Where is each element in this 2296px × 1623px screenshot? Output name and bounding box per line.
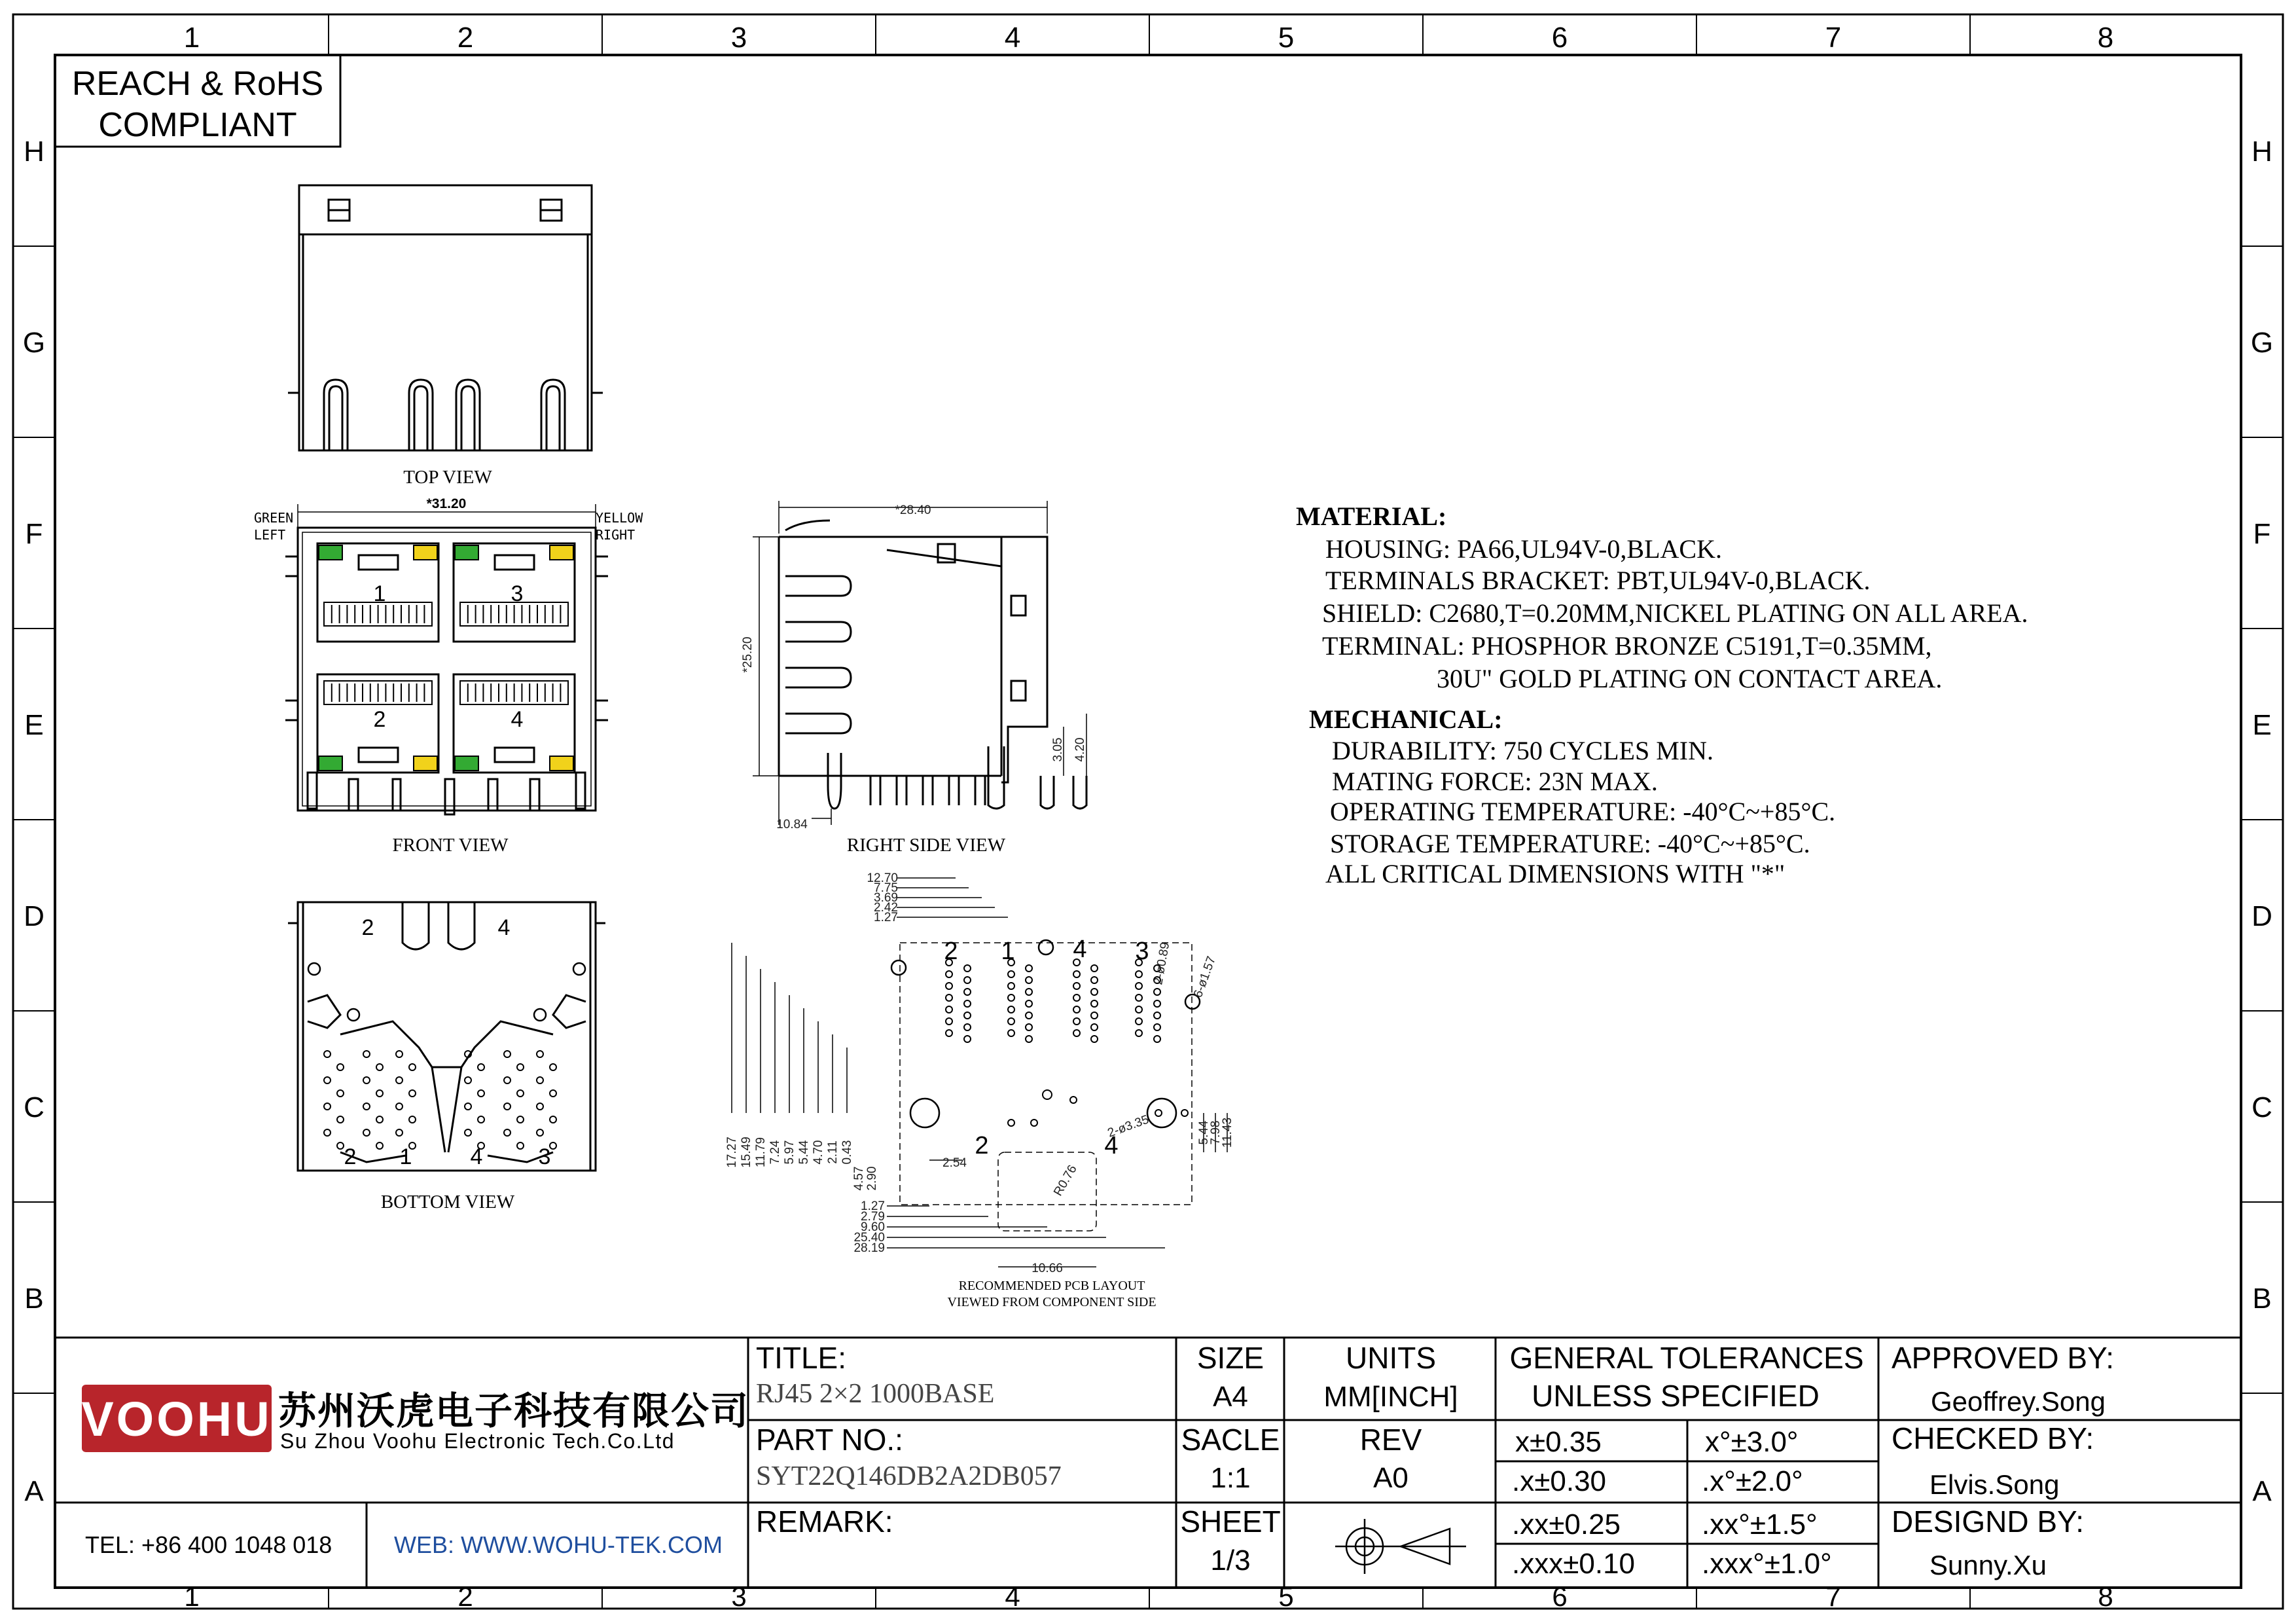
pcb-pin-hole (946, 994, 952, 1001)
bottom-pin-hole (363, 1103, 370, 1110)
bottom-pin-hole (504, 1103, 511, 1110)
row-letter: C (24, 1091, 45, 1123)
bottom-pin-hole (396, 1129, 403, 1136)
pcb-pin-hole (1073, 983, 1080, 989)
pcb-bottom-dim: 25.40 (853, 1231, 885, 1245)
pcb-pin-hole (964, 1036, 971, 1042)
pcb-pin-hole (1091, 1024, 1098, 1030)
pcb-pin-hole (1154, 1036, 1160, 1042)
pcb-pin-hole (1136, 994, 1142, 1001)
pcb-radius: R0.76 (1051, 1163, 1080, 1199)
column-number: 6 (1552, 1581, 1568, 1612)
pcb-pin-hole (964, 1024, 971, 1030)
pcb-pin-hole (1091, 1012, 1098, 1019)
bottom-pin-hole (409, 1064, 416, 1070)
column-number: 4 (1004, 22, 1021, 54)
bottom-pin-hole (337, 1064, 344, 1070)
yellow-label: YELLOW (596, 510, 643, 526)
mechanical-line-1: DURABILITY: 750 CYCLES MIN. (1332, 736, 1713, 765)
pcb-port-4-lower: 4 (1104, 1132, 1119, 1159)
pcb-pin-hole (1070, 1097, 1077, 1103)
pcb-port-2-lower: 2 (975, 1132, 989, 1159)
front-port-3: 3 (511, 581, 524, 606)
pcb-pin-hole (1155, 1110, 1162, 1116)
pcb-top-dim: 12.70 (867, 871, 898, 885)
checked-value: Elvis.Song (1929, 1469, 2060, 1500)
bottom-pin-hole (550, 1064, 556, 1070)
pcb-layout-label-1: RECOMMENDED PCB LAYOUT (958, 1279, 1145, 1293)
pcb-pin-hole (964, 965, 971, 972)
pcb-top-dim: 7.75 (874, 881, 898, 895)
bottom-pin-hole (324, 1103, 331, 1110)
led-yellow-4 (550, 756, 573, 771)
pcb-left-dim: 2.11 (826, 1140, 840, 1164)
left-label: LEFT (254, 527, 286, 543)
pcb-pin-hole (1026, 1012, 1032, 1019)
pcb-bottom-dim: 2.79 (861, 1210, 885, 1224)
title-value: RJ45 2×2 1000BASE (756, 1379, 995, 1409)
partno-label: PART NO.: (756, 1423, 903, 1457)
pcb-pin-hole (1073, 1018, 1080, 1025)
column-number: 2 (457, 22, 474, 54)
tol-linear-0: x±0.35 (1515, 1426, 1602, 1458)
pcb-pin-hole (964, 1012, 971, 1019)
led-yellow-3 (550, 545, 573, 560)
front-port-2: 2 (373, 707, 386, 732)
bottom-port-2: 2 (344, 1144, 357, 1169)
pcb-pin-hole (1154, 1024, 1160, 1030)
green-label: GREEN (254, 510, 294, 526)
bottom-pin-hole (396, 1103, 403, 1110)
bottom-pin-hole (396, 1051, 403, 1057)
row-letters-right (2251, 136, 2273, 1508)
pcb-left-dim: 11.79 (754, 1137, 768, 1168)
led-green-4 (455, 756, 478, 771)
bottom-pin-hole (504, 1077, 511, 1084)
tol-angle-1: .x°±2.0° (1702, 1465, 1803, 1497)
pcb-top-dim: 1.27 (874, 911, 898, 924)
projection-symbol (1335, 1519, 1466, 1574)
material-line-5: 30U" GOLD PLATING ON CONTACT AREA. (1437, 664, 1943, 693)
pcb-pin-hole (964, 989, 971, 995)
material-line-3: SHIELD: C2680,T=0.20MM,NICKEL PLATING ON ALL AREA. (1322, 598, 2028, 628)
pcb-left-dim: 5.44 (797, 1140, 811, 1165)
pcb-left-dim: 4.70 (812, 1140, 825, 1165)
pcb-pin-hole (1091, 1036, 1098, 1042)
bottom-pin-hole (409, 1116, 416, 1123)
scale-label: SACLE (1181, 1423, 1280, 1457)
pcb-pin-hole (1008, 971, 1014, 977)
bottom-pin-hole (376, 1064, 383, 1070)
pcb-bottom-dim: 1.27 (861, 1199, 885, 1213)
bottom-pin-hole (517, 1064, 524, 1070)
bottom-view-label: BOTTOM VIEW (380, 1192, 515, 1213)
pcb-pin-hole (1026, 1024, 1032, 1030)
pcb-pin-hole (1154, 1012, 1160, 1019)
size-label: SIZE (1196, 1341, 1265, 1375)
bottom-pin-hole (550, 1116, 556, 1123)
bottom-pin-hole (504, 1129, 511, 1136)
pcb-pin-hole (946, 971, 952, 977)
led-yellow-2 (414, 756, 437, 771)
pcb-top-dim: 3.69 (874, 891, 898, 905)
bottom-pin-hole (517, 1090, 524, 1097)
pcb-pin-hole (1008, 983, 1014, 989)
column-number: 5 (1278, 1581, 1294, 1612)
pcb-pin-hole (1154, 1000, 1160, 1007)
pcb-pin-hole (1136, 1018, 1142, 1025)
front-port-1: 1 (373, 581, 386, 606)
led-green-1 (319, 545, 342, 560)
bottom-port-2-top: 2 (361, 915, 374, 940)
column-number: 8 (2098, 1581, 2113, 1612)
pcb-pin-hole (946, 1006, 952, 1013)
column-number: 6 (1551, 22, 1568, 54)
pcb-pin-hole (1073, 994, 1080, 1001)
column-number: 7 (1825, 22, 1842, 54)
right-label: RIGHT (596, 527, 636, 543)
pcb-pin-hole (1091, 989, 1098, 995)
row-letter: H (2251, 136, 2272, 168)
design-label: DESIGND BY: (1892, 1504, 2084, 1539)
pcb-pin-hole (1073, 1030, 1080, 1036)
right-side-view-drawing (779, 520, 1086, 809)
tol-angle-0: x°±3.0° (1705, 1426, 1799, 1458)
pcb-pin-hole (1154, 989, 1160, 995)
compliance-box (55, 55, 340, 147)
bottom-pin-hole (550, 1142, 556, 1149)
row-letter: C (2251, 1091, 2272, 1123)
pcb-pin-hole (1026, 977, 1032, 983)
pcb-bottom-dim: 9.60 (861, 1220, 885, 1234)
row-letters-left (23, 136, 45, 1508)
pcb-port-4: 4 (1073, 936, 1087, 963)
bottom-mount-hole (534, 1009, 546, 1021)
material-line-4: TERMINAL: PHOSPHOR BRONZE C5191,T=0.35MM, (1322, 631, 1932, 661)
front-port-4: 4 (511, 707, 524, 732)
row-letter: F (25, 518, 43, 550)
pcb-pin-hole (1091, 965, 1098, 972)
column-number: 1 (184, 1581, 200, 1612)
bottom-pin-hole (537, 1103, 543, 1110)
column-number: 7 (1825, 1581, 1841, 1612)
bottom-pin-hole (337, 1142, 344, 1149)
material-line-2: TERMINALS BRACKET: PBT,UL94V-0,BLACK. (1325, 566, 1871, 595)
tol-linear-2: .xx±0.25 (1512, 1508, 1621, 1541)
front-view-drawing (285, 528, 608, 814)
right-side-view-label: RIGHT SIDE VIEW (846, 835, 1006, 856)
approved-value: Geoffrey.Song (1931, 1386, 2106, 1417)
partno-value: SYT22Q146DB2A2DB057 (756, 1461, 1062, 1491)
company-logo (81, 1385, 272, 1452)
led-green-3 (455, 545, 478, 560)
pcb-pin-hole (946, 983, 952, 989)
pcb-pin-hole (1026, 1000, 1032, 1007)
side-dim-305: 3.05 (1051, 737, 1065, 762)
pcb-width-1066: 10.66 (1031, 1262, 1063, 1275)
sheet-label: SHEET (1180, 1504, 1281, 1539)
pcb-left-dim: 5.97 (783, 1140, 797, 1165)
bottom-port-4: 4 (470, 1144, 483, 1169)
row-letter: H (24, 136, 45, 168)
bottom-port-3: 3 (538, 1144, 551, 1169)
pcb-left-small-dim: 4.57 (852, 1166, 866, 1191)
tol-linear-1: .x±0.30 (1512, 1465, 1607, 1497)
bottom-pin-hole (517, 1116, 524, 1123)
company-web[interactable]: WEB: WWW.WOHU-TEK.COM (394, 1531, 723, 1558)
pcb-left-dim: 0.43 (840, 1140, 854, 1165)
mechanical-heading: MECHANICAL: (1309, 704, 1503, 734)
title-block-grid (55, 1338, 2241, 1588)
pcb-dimension-labels (725, 871, 1234, 1255)
mechanical-line-3: OPERATING TEMPERATURE: -40°C~+85°C. (1330, 797, 1836, 826)
design-value: Sunny.Xu (1929, 1550, 2047, 1580)
row-letter: E (24, 709, 44, 741)
pcb-bottom-dim: 28.19 (853, 1241, 885, 1255)
column-number: 1 (183, 22, 200, 54)
side-dim-1084: 10.84 (776, 818, 808, 831)
bottom-pin-hole (396, 1077, 403, 1084)
side-dim-420: 4.20 (1073, 737, 1087, 762)
front-view-label: FRONT VIEW (392, 835, 509, 856)
company-tel: TEL: +86 400 1048 018 (85, 1531, 332, 1558)
bottom-pin-hole (478, 1116, 484, 1123)
row-letter: A (2252, 1475, 2272, 1508)
row-letter: A (24, 1475, 44, 1508)
column-number: 3 (731, 1581, 747, 1612)
bottom-pin-hole (465, 1129, 471, 1136)
led-yellow-1 (414, 545, 437, 560)
top-view-drawing (288, 185, 603, 450)
bottom-pin-hole (478, 1090, 484, 1097)
approved-label: APPROVED BY: (1892, 1341, 2115, 1375)
bottom-view-pins (308, 963, 585, 1149)
column-number: 5 (1278, 22, 1295, 54)
side-height-dim: *25.20 (741, 636, 755, 673)
column-number: 4 (1005, 1581, 1020, 1612)
bottom-pin-hole (337, 1116, 344, 1123)
bottom-pin-hole (537, 1077, 543, 1084)
pcb-pin-hole (946, 1030, 952, 1036)
bottom-mount-hole (573, 963, 585, 975)
bottom-mount-hole (308, 963, 320, 975)
mechanical-line-5: ALL CRITICAL DIMENSIONS WITH "*" (1325, 859, 1785, 888)
pcb-width-254: 2.54 (942, 1156, 967, 1170)
pcb-pin-hole (1136, 971, 1142, 977)
pcb-pin-hole (946, 1018, 952, 1025)
row-letter: B (2252, 1283, 2272, 1315)
bottom-pin-hole (537, 1129, 543, 1136)
pcb-layout-label-2: VIEWED FROM COMPONENT SIDE (947, 1295, 1157, 1309)
compliance-line2: COMPLIANT (98, 106, 297, 144)
column-number: 2 (457, 1581, 473, 1612)
size-value: A4 (1213, 1381, 1248, 1413)
bottom-mount-hole (348, 1009, 359, 1021)
remark-label: REMARK: (756, 1504, 893, 1539)
pcb-layout-outline (732, 878, 1227, 1267)
front-width-dim: *31.20 (426, 496, 467, 511)
bottom-port-4-top: 4 (497, 915, 511, 940)
scale-value: 1:1 (1210, 1462, 1251, 1494)
row-letter: F (2253, 518, 2271, 550)
bottom-pin-hole (324, 1129, 331, 1136)
pcb-pin-hole (1026, 965, 1032, 972)
pcb-port-1: 1 (1001, 938, 1015, 965)
bottom-port-1: 1 (399, 1144, 412, 1169)
pcb-left-dim: 7.24 (768, 1140, 782, 1165)
company-name-cn: 苏州沃虎电子科技有限公司 (278, 1390, 750, 1432)
pcb-pin-hole (1026, 1036, 1032, 1042)
pcb-left-small-dim: 2.90 (865, 1166, 879, 1191)
row-letter: G (22, 327, 46, 359)
pcb-pin-hole (1073, 1006, 1080, 1013)
pcb-pin-hole (1181, 1110, 1188, 1116)
checked-label: CHECKED BY: (1892, 1421, 2094, 1455)
mechanical-line-2: MATING FORCE: 23N MAX. (1332, 767, 1658, 796)
pcb-pin-hole (1091, 1000, 1098, 1007)
pcb-pin-hole (1073, 971, 1080, 977)
pcb-pin-hole (964, 977, 971, 983)
bottom-pin-hole (465, 1077, 471, 1084)
bottom-pin-hole (324, 1051, 331, 1057)
bottom-pin-hole (363, 1051, 370, 1057)
column-number: 8 (2097, 22, 2114, 54)
bottom-pin-hole (465, 1103, 471, 1110)
pcb-pin-hole (964, 1000, 971, 1007)
pcb-pin-hole (1008, 1006, 1014, 1013)
material-heading: MATERIAL: (1296, 501, 1447, 531)
bottom-pin-hole (324, 1077, 331, 1084)
bottom-pin-hole (409, 1090, 416, 1097)
title-label: TITLE: (756, 1341, 847, 1375)
sheet-value: 1/3 (1210, 1544, 1251, 1577)
bottom-pin-hole (517, 1142, 524, 1149)
column-number: 3 (730, 22, 747, 54)
pcb-pin-hole (1008, 994, 1014, 1001)
pcb-pin-hole (1136, 1030, 1142, 1036)
bottom-pin-hole (363, 1129, 370, 1136)
rev-label: REV (1359, 1423, 1422, 1457)
bottom-pin-hole (376, 1090, 383, 1097)
tol-angle-3: .xxx°±1.0° (1702, 1548, 1832, 1580)
pcb-right-dim: 7.98 (1209, 1120, 1223, 1145)
bottom-pin-hole (363, 1077, 370, 1084)
bottom-pin-hole (478, 1064, 484, 1070)
tol-linear-3: .xxx±0.10 (1512, 1548, 1636, 1580)
bottom-pin-hole (337, 1090, 344, 1097)
pcb-left-dim: 15.49 (740, 1137, 753, 1168)
pcb-right-dim: 11.43 (1221, 1117, 1234, 1148)
pcb-hole-a: 2-ø3.35 (1105, 1112, 1151, 1140)
front-view-leds (319, 545, 573, 771)
compliance-line1: REACH & RoHS (71, 65, 324, 103)
tolerance-heading-1: GENERAL TOLERANCES (1509, 1341, 1864, 1375)
row-letter: D (2251, 900, 2272, 932)
units-label: UNITS (1346, 1341, 1436, 1375)
top-view-label: TOP VIEW (403, 467, 492, 488)
pcb-pin-hole (1008, 1018, 1014, 1025)
pcb-pin-hole (1026, 989, 1032, 995)
led-green-2 (319, 756, 342, 771)
side-length-dim: *28.40 (895, 503, 931, 517)
pcb-hole-c: 2-ø0.89 (1151, 941, 1173, 986)
row-letter: E (2252, 709, 2272, 741)
pcb-pin-hole (1091, 977, 1098, 983)
bottom-view-drawing (288, 902, 605, 1171)
row-letter: D (24, 900, 45, 932)
rev-value: A0 (1373, 1462, 1408, 1494)
bottom-pin-hole (376, 1116, 383, 1123)
pcb-hole-b: 6-ø1.57 (1191, 954, 1219, 1000)
pcb-top-dim: 2.42 (874, 901, 898, 915)
pcb-right-dim: 5.44 (1197, 1120, 1211, 1145)
pcb-pin-hole (1031, 1120, 1037, 1126)
bottom-pin-hole (504, 1051, 511, 1057)
logo-text: VOOHU (81, 1392, 272, 1446)
pcb-pin-hole (1136, 1006, 1142, 1013)
tol-angle-2: .xx°±1.5° (1702, 1508, 1818, 1541)
pcb-pin-hole (1008, 1120, 1014, 1126)
units-value: MM[INCH] (1323, 1381, 1458, 1413)
row-letter: G (2250, 327, 2274, 359)
row-letter: B (24, 1283, 44, 1315)
pcb-left-dim: 17.27 (725, 1137, 739, 1168)
bottom-pin-hole (376, 1142, 383, 1149)
tolerance-heading-2: UNLESS SPECIFIED (1532, 1379, 1820, 1413)
pcb-port-3: 3 (1135, 938, 1149, 965)
bottom-pin-hole (537, 1051, 543, 1057)
company-name-en: Su Zhou Voohu Electronic Tech.Co.Ltd (280, 1429, 675, 1453)
pcb-port-2: 2 (944, 938, 958, 965)
bottom-pin-hole (550, 1090, 556, 1097)
pcb-pin-hole (1008, 1030, 1014, 1036)
mechanical-line-4: STORAGE TEMPERATURE: -40°C~+85°C. (1330, 829, 1810, 858)
material-line-1: HOUSING: PA66,UL94V-0,BLACK. (1325, 534, 1722, 564)
pcb-pin-hole (1136, 983, 1142, 989)
